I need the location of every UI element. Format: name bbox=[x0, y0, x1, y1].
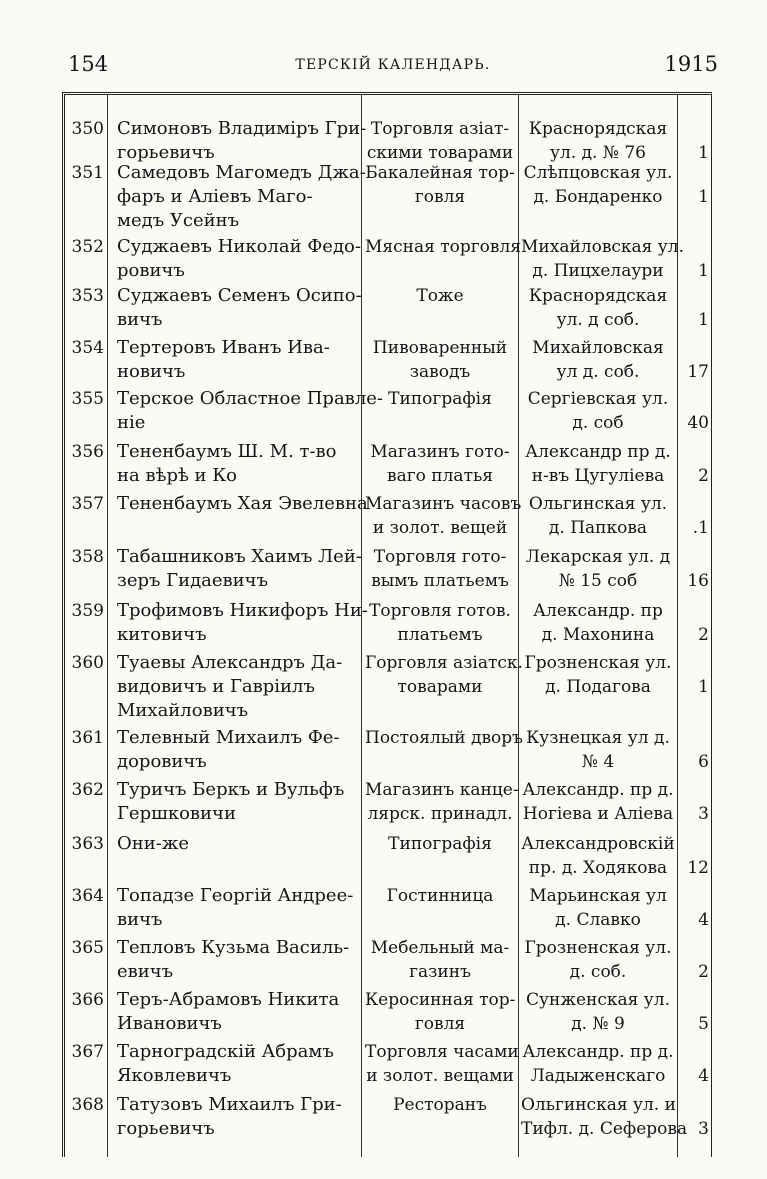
entry-trade bbox=[365, 336, 515, 384]
entry-trade-line: Мебельный ма- bbox=[370, 938, 510, 958]
entry-name-line: Трофимовъ Никифоръ Ни- bbox=[117, 600, 368, 621]
entry-trade-line: и золот. вещей bbox=[372, 518, 508, 538]
entry-name-line: евичъ bbox=[117, 961, 174, 982]
entry-address bbox=[521, 117, 675, 165]
entry-trade bbox=[365, 235, 522, 259]
entry-name bbox=[117, 884, 357, 932]
entry-number: 350 bbox=[71, 119, 104, 139]
entry-count-value: 1 bbox=[698, 143, 709, 163]
running-title: ТЕРСКІЙ КАЛЕНДАРЬ. bbox=[295, 57, 491, 73]
entry-count-value: 1 bbox=[698, 261, 709, 281]
entry-number: 353 bbox=[71, 286, 104, 306]
entry-trade bbox=[365, 1093, 515, 1117]
entry-name-line: Тарноградскій Абрамъ bbox=[117, 1041, 334, 1062]
entry-count-value: 3 bbox=[698, 804, 709, 824]
entry-count-value: 6 bbox=[698, 752, 709, 772]
entry-name-line: вичъ bbox=[117, 909, 163, 930]
entry-address-line: Александр пр д. bbox=[525, 442, 671, 462]
entry-trade bbox=[365, 726, 523, 750]
entry-name-line: Татузовъ Михаилъ Гри- bbox=[117, 1094, 342, 1115]
entry-name-line: новичъ bbox=[117, 361, 186, 382]
entry-name-line: горьевичъ bbox=[117, 1118, 215, 1139]
entry-trade bbox=[365, 492, 522, 540]
entry-address bbox=[521, 778, 675, 826]
entry-address-line: ул д. соб. bbox=[556, 362, 640, 382]
entry-count bbox=[679, 599, 709, 647]
entry-address-line: Краснорядская bbox=[528, 286, 668, 306]
entry-trade-line: Тоже bbox=[416, 286, 464, 306]
entry-number: 361 bbox=[71, 728, 104, 748]
entry-count-value: 3 bbox=[698, 1119, 709, 1139]
entry-trade-line: Торговля часами bbox=[365, 1042, 519, 1062]
entry-name-line: ніе bbox=[117, 412, 146, 433]
entry-address bbox=[521, 936, 675, 984]
entry-address-line: Лекарская ул. д bbox=[525, 547, 671, 567]
entry-name-line: Михайловичъ bbox=[117, 700, 249, 721]
entry-count-value: 4 bbox=[698, 910, 709, 930]
entry-trade bbox=[365, 599, 515, 647]
entry-name bbox=[117, 545, 362, 593]
entry-address-line: н-въ Цугуліева bbox=[531, 466, 665, 486]
entry-trade-line: Магазинъ канце- bbox=[365, 780, 519, 800]
entry-count bbox=[679, 988, 709, 1036]
entry-count bbox=[679, 161, 709, 209]
entry-address-line: д. соб. bbox=[569, 962, 627, 982]
entry-number: 354 bbox=[71, 338, 104, 358]
entry-trade bbox=[365, 545, 515, 593]
entry-count bbox=[679, 440, 709, 488]
entry-number: 355 bbox=[71, 389, 104, 409]
entry-address bbox=[521, 235, 685, 283]
entry-name-line: Туаевы Александръ Да- bbox=[117, 652, 343, 673]
entry-address-line: Михайловская bbox=[532, 338, 664, 358]
entry-address-line: Михайловская ул. bbox=[521, 237, 685, 257]
entry-address bbox=[521, 1040, 675, 1088]
entry-count bbox=[679, 387, 709, 435]
entry-count bbox=[679, 492, 709, 540]
entry-address bbox=[521, 492, 675, 540]
entry-trade-line: Типографія bbox=[388, 389, 492, 409]
entry-trade-line: Магазинъ гото- bbox=[370, 442, 510, 462]
entry-name bbox=[117, 651, 357, 723]
entry-trade-line: ваго платья bbox=[387, 466, 493, 486]
entry-number: 368 bbox=[71, 1095, 104, 1115]
entry-trade bbox=[365, 936, 515, 984]
entry-name-line: фаръ и Аліевъ Маго- bbox=[117, 186, 313, 207]
entry-count bbox=[679, 1040, 709, 1088]
entry-name bbox=[117, 387, 383, 435]
entry-address bbox=[521, 545, 675, 593]
entry-address-line: Ольгинская ул. и bbox=[521, 1095, 676, 1115]
entry-address-line: № 4 bbox=[581, 752, 615, 772]
entry-count bbox=[679, 117, 709, 165]
entry-address-line: Тифл. д. Сеферова bbox=[521, 1119, 688, 1139]
entry-trade-line: Магазинъ часовъ bbox=[365, 494, 522, 514]
entry-count-value: 4 bbox=[698, 1066, 709, 1086]
entry-number: 352 bbox=[71, 237, 104, 257]
entry-number: 360 bbox=[71, 653, 104, 673]
page-number-left: 154 bbox=[68, 52, 109, 76]
entry-name bbox=[117, 832, 357, 856]
entry-name-line: доровичъ bbox=[117, 751, 207, 772]
entry-name-line: Они-же bbox=[117, 833, 190, 854]
entry-name bbox=[117, 284, 362, 332]
entry-name-line: Тертеровъ Иванъ Ива- bbox=[117, 337, 330, 358]
entry-count bbox=[679, 545, 709, 593]
entry-count bbox=[679, 778, 709, 826]
entry-trade-line: Постоялый дворъ bbox=[365, 728, 523, 748]
entry-address-line: д. Славко bbox=[555, 910, 641, 930]
entry-name bbox=[117, 336, 357, 384]
entry-number: 366 bbox=[71, 990, 104, 1010]
entry-count bbox=[679, 832, 709, 880]
entry-count-value: 12 bbox=[687, 858, 709, 878]
entry-count-value: 2 bbox=[698, 466, 709, 486]
entry-name bbox=[117, 235, 361, 283]
entry-trade bbox=[365, 440, 515, 488]
entry-trade-line: платьемъ bbox=[397, 625, 483, 645]
entry-address-line: Александр. пр д. bbox=[522, 1042, 674, 1062]
page-year: 1915 bbox=[664, 52, 718, 76]
entry-count-value: 1 bbox=[698, 677, 709, 697]
entry-count bbox=[679, 235, 709, 283]
entry-trade bbox=[365, 1040, 519, 1088]
entry-trade-line: Пивоваренный bbox=[372, 338, 508, 358]
entry-count-value: 5 bbox=[698, 1014, 709, 1034]
entry-trade-line: заводъ bbox=[409, 362, 471, 382]
entry-name-line: Тененбаумъ Хая Эвелевна bbox=[117, 493, 368, 514]
entry-count bbox=[679, 936, 709, 984]
entry-name-line: Теръ-Абрамовъ Никита bbox=[117, 989, 340, 1010]
entry-name bbox=[117, 599, 368, 647]
entry-name-line: Туричъ Беркъ и Вульфъ bbox=[117, 779, 345, 800]
entry-name-line: Тепловъ Кузьма Василь- bbox=[117, 937, 350, 958]
entry-address bbox=[521, 726, 675, 774]
entry-address-line: Ладыженскаго bbox=[530, 1066, 666, 1086]
entry-address-line: Грозненская ул. bbox=[524, 938, 672, 958]
entry-address-line: Грозненская ул. bbox=[524, 653, 672, 673]
entry-number: 367 bbox=[71, 1042, 104, 1062]
entry-name bbox=[117, 936, 357, 984]
entry-number: 365 bbox=[71, 938, 104, 958]
entry-trade-line: Торговля готов. bbox=[369, 601, 511, 621]
entry-count-value: 1 bbox=[698, 187, 709, 207]
entry-trade-line: Типографія bbox=[388, 834, 492, 854]
entry-trade bbox=[365, 161, 515, 209]
entry-address bbox=[521, 988, 675, 1036]
entry-count-value: 16 bbox=[687, 571, 709, 591]
entry-count-value: 1 bbox=[698, 310, 709, 330]
entry-address-line: Ногіева и Аліева bbox=[522, 804, 674, 824]
column-divider bbox=[361, 95, 362, 1157]
entry-address bbox=[521, 387, 675, 435]
entry-name-line: Суджаевъ Николай Федо- bbox=[117, 236, 361, 257]
entry-name-line: Телевный Михаилъ Фе- bbox=[117, 727, 340, 748]
entry-address-line: д. соб bbox=[572, 413, 624, 433]
directory-table bbox=[62, 92, 712, 1157]
page-header bbox=[68, 52, 718, 82]
entry-address bbox=[521, 832, 675, 880]
entry-name-line: горьевичъ bbox=[117, 142, 215, 163]
entry-address-line: ул. д. № 76 bbox=[549, 143, 646, 163]
entry-number: 358 bbox=[71, 547, 104, 567]
entry-address-line: Кузнецкая ул д. bbox=[526, 728, 670, 748]
entry-trade bbox=[365, 387, 515, 411]
entry-name-line: Самедовъ Магомедъ Джа- bbox=[117, 162, 366, 183]
entry-address-line: Слѣпцовская ул. bbox=[523, 163, 673, 183]
entry-trade bbox=[365, 651, 523, 699]
entry-trade-line: газинъ bbox=[409, 962, 471, 982]
entry-count-value: 2 bbox=[698, 625, 709, 645]
entry-trade-line: говля bbox=[414, 1014, 466, 1034]
entry-trade-line: Ресторанъ bbox=[393, 1095, 487, 1115]
entry-count-value: .1 bbox=[692, 518, 709, 538]
entry-count-value: 17 bbox=[687, 362, 709, 382]
entry-trade-line: Мясная торговля bbox=[365, 237, 522, 257]
entry-number: 363 bbox=[71, 834, 104, 854]
entry-trade-line: и золот. вещами bbox=[366, 1066, 514, 1086]
entry-count-value: 40 bbox=[687, 413, 709, 433]
entry-name-line: зеръ Гидаевичъ bbox=[117, 570, 269, 591]
entry-count bbox=[679, 726, 709, 774]
entry-address-line: № 15 соб bbox=[558, 571, 638, 591]
entry-trade bbox=[365, 832, 515, 856]
entry-name-line: Симоновъ Владиміръ Гри- bbox=[117, 118, 367, 139]
entry-address-line: Александр. пр bbox=[533, 601, 663, 621]
entry-address bbox=[521, 1093, 688, 1141]
entry-name-line: ровичъ bbox=[117, 260, 185, 281]
entry-number: 364 bbox=[71, 886, 104, 906]
entry-count bbox=[679, 651, 709, 699]
entry-address bbox=[521, 440, 675, 488]
entry-address-line: Сергіевская ул. bbox=[527, 389, 669, 409]
entry-name bbox=[117, 988, 357, 1036]
entry-trade-line: Бакалейная тор- bbox=[365, 163, 515, 183]
entry-name bbox=[117, 778, 357, 826]
entry-trade bbox=[365, 117, 515, 165]
entry-trade-line: лярск. принадл. bbox=[367, 804, 513, 824]
entry-name bbox=[117, 726, 357, 774]
entry-trade-line: Гостинница bbox=[386, 886, 494, 906]
entry-name bbox=[117, 117, 367, 165]
entry-trade-line: Горговля азіатск. bbox=[365, 653, 523, 673]
entry-count bbox=[679, 1093, 709, 1141]
entry-address bbox=[521, 651, 675, 699]
entry-address-line: Сунженская ул. bbox=[526, 990, 670, 1010]
entry-name-line: на вѣрѣ и Ко bbox=[117, 465, 238, 486]
entry-address-line: пр. д. Ходякова bbox=[528, 858, 668, 878]
entry-count-value: 2 bbox=[698, 962, 709, 982]
entry-address-line: Александр. пр д. bbox=[522, 780, 674, 800]
entry-trade-line: Торговля гото- bbox=[373, 547, 507, 567]
entry-address bbox=[521, 284, 675, 332]
entry-address bbox=[521, 599, 675, 647]
entry-trade bbox=[365, 778, 519, 826]
entry-address-line: д. Бондаренко bbox=[533, 187, 663, 207]
entry-name-line: вичъ bbox=[117, 309, 163, 330]
entry-address-line: д. Папкова bbox=[548, 518, 648, 538]
entry-address-line: д. Пицхелаури bbox=[532, 261, 664, 281]
entry-name-line: Яковлевичъ bbox=[117, 1065, 232, 1086]
entry-address-line: д. Подагова bbox=[545, 677, 651, 697]
entry-number: 359 bbox=[71, 601, 104, 621]
entry-name-line: Гершковичи bbox=[117, 803, 236, 824]
entry-name-line: Тененбаумъ Ш. М. т-во bbox=[117, 441, 337, 462]
entry-number: 357 bbox=[71, 494, 104, 514]
entry-count bbox=[679, 336, 709, 384]
entry-count bbox=[679, 284, 709, 332]
column-divider bbox=[107, 95, 108, 1157]
entry-trade-line: Керосинная тор- bbox=[365, 990, 516, 1010]
entry-trade bbox=[365, 988, 515, 1036]
entry-address-line: Александровскій bbox=[521, 834, 675, 854]
entry-name bbox=[117, 1040, 357, 1088]
entry-name-line: Табашниковъ Хаимъ Лей- bbox=[117, 546, 362, 567]
entry-number: 356 bbox=[71, 442, 104, 462]
entry-address-line: д. № 9 bbox=[571, 1014, 625, 1034]
entry-address-line: Ольгинская ул. bbox=[528, 494, 668, 514]
entry-count bbox=[679, 884, 709, 932]
entry-name-line: Топадзе Георгій Андрее- bbox=[117, 885, 354, 906]
entry-number: 351 bbox=[71, 163, 104, 183]
entry-name bbox=[117, 161, 366, 233]
entry-address bbox=[521, 884, 675, 932]
entry-address-line: д. Махонина bbox=[541, 625, 655, 645]
entry-trade-line: Торговля азіат- bbox=[370, 119, 510, 139]
entry-trade bbox=[365, 884, 515, 908]
entry-address bbox=[521, 336, 675, 384]
entry-name-line: Суджаевъ Семенъ Осипо- bbox=[117, 285, 362, 306]
entry-trade-line: говля bbox=[414, 187, 466, 207]
entry-name-line: Терское Областное Правле- bbox=[117, 388, 383, 409]
entry-name-line: китовичъ bbox=[117, 624, 207, 645]
entry-name bbox=[117, 440, 357, 488]
entry-name-line: медъ Усейнъ bbox=[117, 210, 240, 231]
entry-trade-line: товарами bbox=[397, 677, 483, 697]
entry-address-line: Краснорядская bbox=[528, 119, 668, 139]
entry-address-line: ул. д соб. bbox=[556, 310, 640, 330]
entry-trade-line: скими товарами bbox=[366, 143, 514, 163]
entry-trade bbox=[365, 284, 515, 308]
entry-name bbox=[117, 492, 368, 516]
entry-number: 362 bbox=[71, 780, 104, 800]
entry-name bbox=[117, 1093, 357, 1141]
entry-trade-line: вымъ платьемъ bbox=[371, 571, 509, 591]
entry-address-line: Марьинская ул bbox=[529, 886, 667, 906]
entry-name-line: Ивановичъ bbox=[117, 1013, 222, 1034]
entry-address bbox=[521, 161, 675, 209]
entry-name-line: видовичъ и Гавріилъ bbox=[117, 676, 315, 697]
